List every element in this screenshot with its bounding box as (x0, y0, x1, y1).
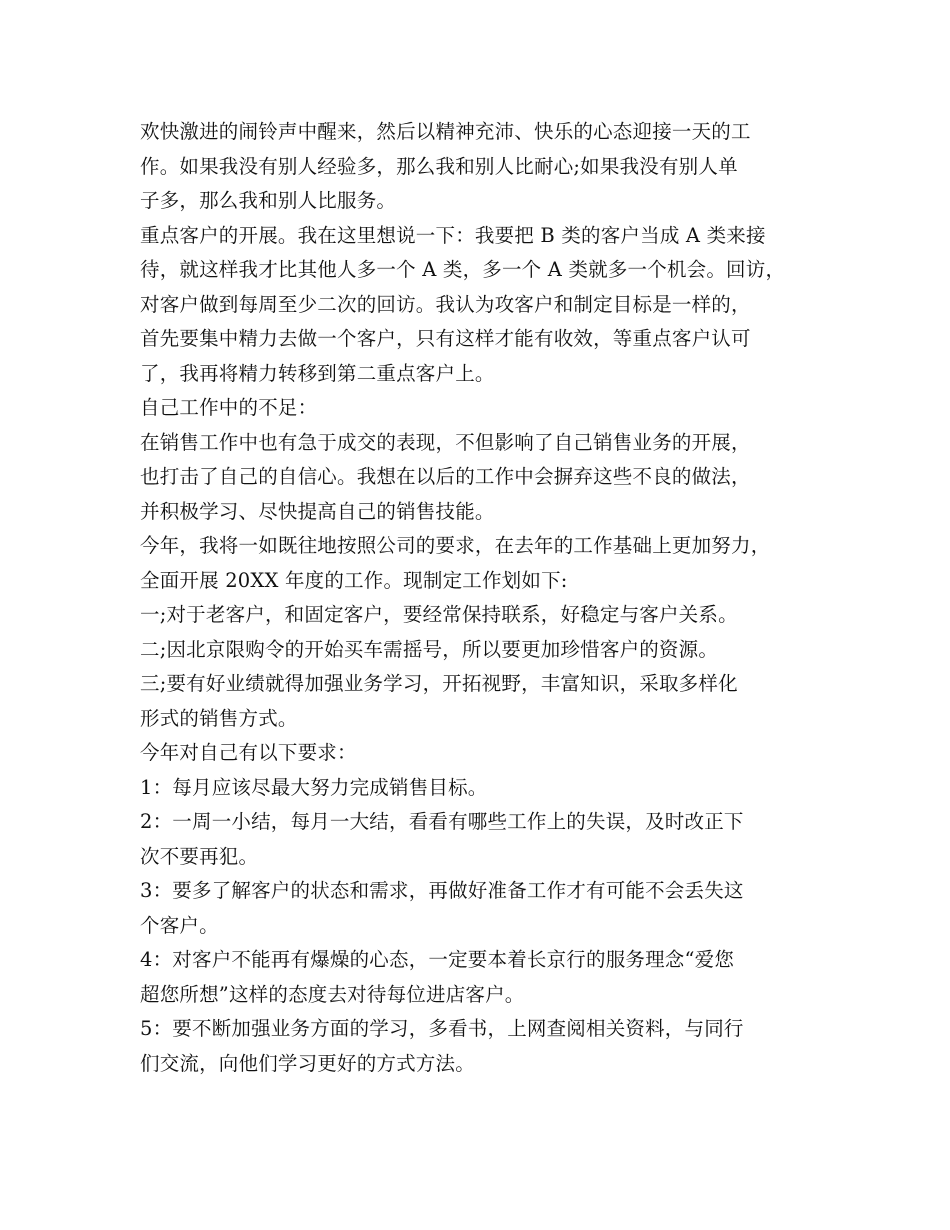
text-line: 在销售工作中也有急于成交的表现，不但影响了自己销售业务的开展， (140, 430, 751, 454)
list-item: 2：一周一小结，每月一大结，看看有哪些工作上的失误，及时改正下 (140, 810, 744, 833)
text-line: 今年，我将一如既往地按照公司的要求，在去年的工作基础上更加努力， (140, 534, 771, 557)
text-line: 对客户做到每周至少二次的回访。我认为攻客户和制定目标是一样的， (140, 292, 751, 316)
list-item: 1：每月应该尽最大努力完成销售目标。 (140, 775, 488, 799)
text-line: 并积极学习、尽快提高自己的销售技能。 (140, 499, 495, 523)
text-line: 欢快激进的闹铃声中醒来，然后以精神充沛、快乐的心态迎接一天的工 (140, 120, 751, 143)
text-line: 个客户。 (140, 913, 219, 937)
list-item: 5：要不断加强业务方面的学习，多看书，上网查阅相关资料，与同行 (140, 1017, 744, 1040)
document-body (140, 115, 830, 1081)
section-heading: 自己工作中的不足： (140, 396, 318, 419)
text-line: 形式的销售方式。 (140, 706, 298, 730)
text-line: 次不要再犯。 (140, 844, 259, 868)
text-line: 首先要集中精力去做一个客户，只有这样才能有收效，等重点客户认可 (140, 327, 751, 350)
list-item: 一;对于老客户，和固定客户，要经常保持联系，好稳定与客户关系。 (140, 603, 738, 626)
text-line: 也打击了自己的自信心。我想在以后的工作中会摒弃这些不良的做法， (140, 465, 751, 488)
text-line: 子多，那么我和别人比服务。 (140, 189, 397, 212)
text-line: 待，就这样我才比其他人多一个 A 类，多一个 A 类就多一个机会。回访， (140, 258, 786, 281)
text-line: 全面开展 20XX 年度的工作。现制定工作划如下: (140, 568, 568, 592)
list-item: 4：对客户不能再有爆燥的心态，一定要本着长京行的服务理念“爱您 (140, 948, 735, 971)
text-line: 了，我再将精力转移到第二重点客户上。 (140, 361, 495, 385)
list-item: 三;要有好业绩就得加强业务学习，开拓视野，丰富知识，采取多样化 (140, 672, 738, 695)
text-line: 重点客户的开展。我在这里想说一下：我要把 B 类的客户当成 A 类来接 (140, 223, 766, 247)
list-item: 3：要多了解客户的状态和需求，再做好准备工作才有可能不会丢失这 (140, 879, 744, 902)
section-heading: 今年对自己有以下要求： (140, 741, 357, 764)
text-line: 超您所想”这样的态度去对待每位进店客户。 (140, 982, 525, 1006)
text-line: 们交流，向他们学习更好的方式方法。 (140, 1051, 475, 1075)
list-item: 二;因北京限购令的开始买车需摇号，所以要更加珍惜客户的资源。 (140, 637, 719, 661)
text-line: 作。如果我没有别人经验多，那么我和别人比耐心;如果我没有别人单 (140, 154, 738, 178)
